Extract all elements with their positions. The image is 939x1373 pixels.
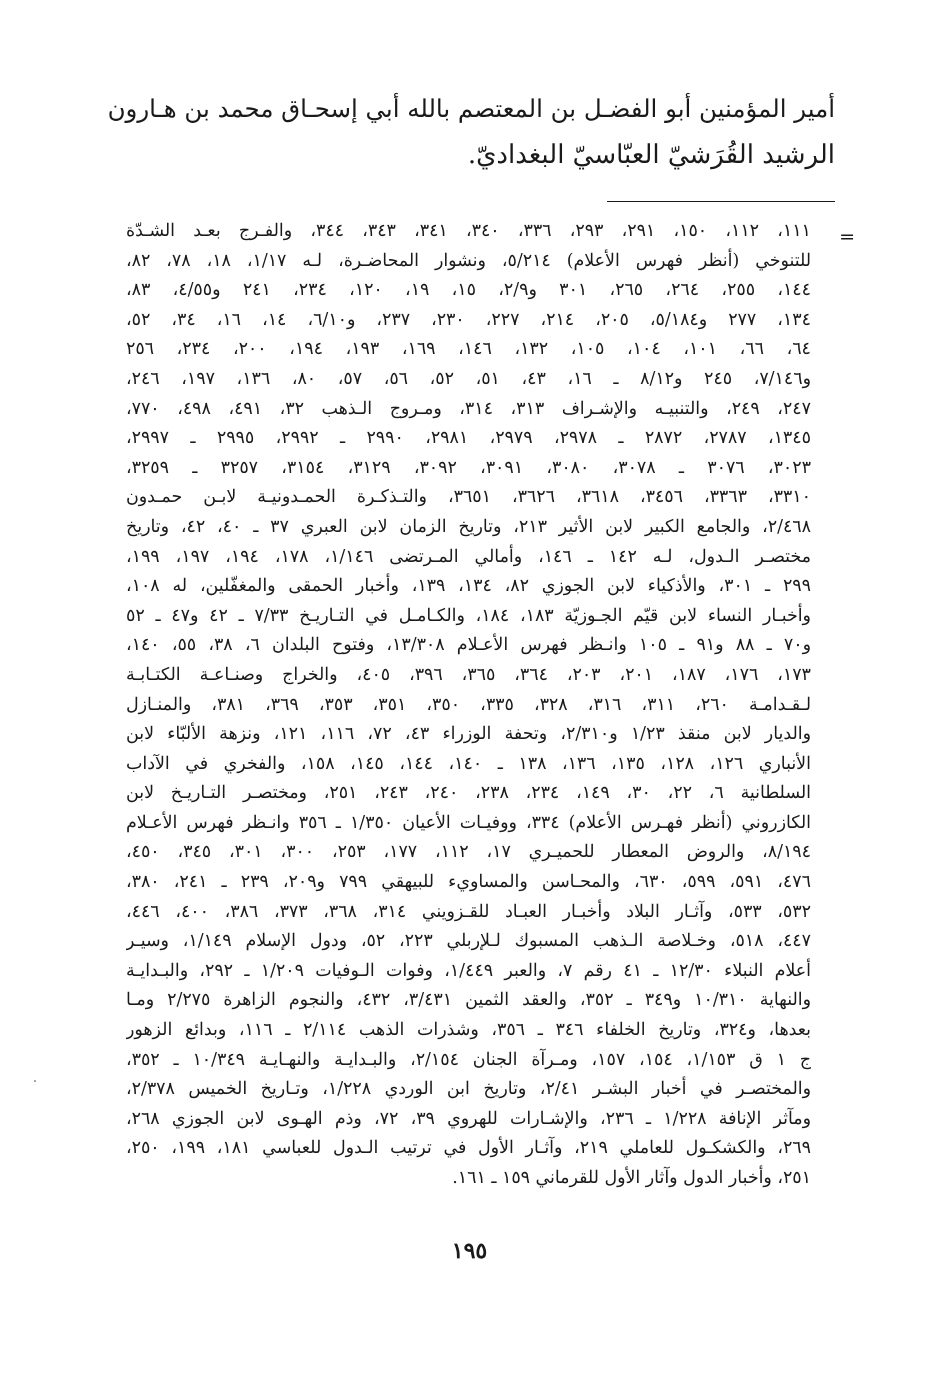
footnote-line: ١٤٤، ٢٥٥، ٢٦٤، ٢٦٥، ٣٠١ و٢/٩، ١٥، ١٩، ١٢٠، ٢٣٤، ٢٤١ و٤/٥٥، ٨٣،	[126, 280, 811, 301]
footnote-line: وأخبـار النساء لابن قيّم الجـوزيّة ١٨٣، ١٨٤، والكـامـل في التـاريـخ ٧/٣٣ ـ ٤٢ و٤٧ ـ ٥٢	[126, 605, 811, 626]
footnote-line: ٨/١٩٤، والروض المعطار للحميـري ١٧، ١١٢، ١٧٧، ٢٥٣، ٣٠٠، ٣٠١، ٣٤٥، ٤٥٠،	[126, 842, 811, 863]
scan-speck	[34, 1080, 36, 1082]
footnote-line: ٦٤، ٦٦، ١٠١، ١٠٤، ١٠٥، ١٣٢، ١٤٦، ١٦٩، ١٩٣، ١٩٤، ٢٠٠، ٢٣٤، ٢٥٦	[126, 339, 811, 360]
footnote-line: والنهاية ١٠/٣١٠ و٣٤٩ ـ ٣٥٢، والعقد الثمين ٣/٤٣١، ٤٣٢، والنجوم الزاهرة ٢/٢٧٥ ومـا	[126, 990, 811, 1011]
footnote-line: ١١١، ١١٢، ١٥٠، ٢٩١، ٢٩٣، ٣٣٦، ٣٤٠، ٣٤١، ٣٤٣، ٣٤٤، والفـرج بعـد الشـدّة	[126, 221, 811, 241]
footnote-line: ٣٠٢٣، ٣٠٧٦ ـ ٣٠٧٨، ٣٠٨٠، ٣٠٩١، ٣٠٩٢، ٣١٢٩، ٣١٥٤، ٣٢٥٧ ـ ٣٢٥٩،	[126, 457, 811, 478]
footnote-line: ومآثر الإنافة ١/٢٢٨ ـ ٢٣٦، والإشـارات للهروي ٣٩، ٧٢، وذم الهـوى لابن الجوزي ٢٦٨،	[126, 1108, 811, 1129]
main-text-block	[100, 86, 835, 178]
footnote-line: ٣٣١٠، ٣٣٦٣، ٣٤٥٦، ٣٦١٨، ٣٦٢٦، ٣٦٥١، والتـذكـرة الحمـدونيـة لابـن حمـدون	[126, 487, 811, 508]
footnote-line: ١٣٤٥، ٢٧٨٧، ٢٨٧٢ ـ ٢٩٧٨، ٢٩٧٩، ٢٩٨١، ٢٩٩٠ ـ ٢٩٩٢، ٢٩٩٥ ـ ٢٩٩٧،	[126, 428, 811, 449]
footnote-line: مختصـر الـدول، لـه ١٤٢ ـ ١٤٦، وأمالي المـرتضى ١/١٤٦، ١٧٨، ١٩٤، ١٩٧، ١٩٩،	[126, 546, 811, 567]
footnote-line: لـقـدامـة ٢٦٠، ٣١١، ٣١٦، ٣٢٨، ٣٣٥، ٣٥٠، ٣٥١، ٣٥٣، ٣٦٩، ٣٨١، والمنـازل	[126, 694, 811, 715]
main-text-line-2: الرشيد القُرَشيّ العبّاسيّ البغداديّ.	[467, 140, 835, 170]
page-number: ١٩٥	[451, 1238, 488, 1264]
footnote-line: الأنباري ١٢٦، ١٢٨، ١٣٥، ١٣٦، ١٣٨ ـ ١٤٠، ١٤٤، ١٤٥، ١٥٨، والفخري في الآداب	[126, 753, 811, 774]
footnote-continuation-mark: =	[839, 226, 855, 248]
footnote-line: ج ١ ق ١/١٥٣، ١٥٤، ١٥٧، ومـرآة الجنان ٢/١٥٤، والبـدايـة والنهـايـة ١٠/٣٤٩ ـ ٣٥٢،	[126, 1049, 811, 1070]
footnote-line: بعدها، و٣٢٤، وتاريخ الخلفاء ٣٤٦ ـ ٣٥٦، وشذرات الذهب ٢/١١٤ ـ ١١٦، وبدائع الزهور	[126, 1020, 811, 1041]
footnote-line: ٢٩٩ ـ ٣٠١، والأذكياء لابن الجوزي ٨٢، ١٣٤، ١٣٩، وأخبار الحمقى والمغفّلين، له ١٠٨،	[126, 576, 811, 597]
footnote-line: السلطانية ٦، ٢٢، ٣٠، ١٤٩، ٢٣٤، ٢٣٨، ٢٤٠، ٢٤٣، ٢٥١، ومختصـر التـاريـخ لابن	[126, 783, 811, 804]
footnote-line: و٧/١٤٦، ٢٤٥ و٨/١٢ ـ ١٦، ٤٣، ٥١، ٥٢، ٥٦، ٥٧، ٨٠، ١٣٦، ١٩٧، ٢٤٦،	[126, 368, 811, 389]
footnote-line: للتنوخي (أنظر فهرس الأعلام) ٥/٢١٤، ونشوار المحاضـرة، لـه ١/١٧، ١٨، ٧٨، ٨٢،	[126, 250, 811, 271]
footnote-separator	[607, 201, 835, 202]
footnote-line: ٢/٤٦٨، والجامع الكبير لابن الأثير ٢١٣، وتاريخ الزمان لابن العبري ٣٧ ـ ٤٠، ٤٢، وتاريخ	[126, 516, 811, 537]
footnote-line: ٤٧٦، ٥٩١، ٥٩٩، ٦٣٠، والمحـاسن والمساويء للبيهقي ٧٩٩ و٢٠٩، ٢٣٩ ـ ٢٤١، ٣٨٠،	[126, 872, 811, 893]
footnote-line: ٢٤٧، ٢٤٩، والتنبيـه والإشـراف ٣١٣، ٣١٤، ومـروج الـذهب ٣٢، ٤٩١، ٤٩٨، ٧٧٠،	[126, 398, 811, 419]
footnote-line: ٥٣٢، ٥٣٣، وآثـار البلاد وأخبـار العبـاد للقـزويني ٣١٤، ٣٦٨، ٣٧٣، ٣٨٦، ٤٠٠، ٤٤٦،	[126, 901, 811, 922]
footnote-block	[126, 217, 811, 1194]
footnote-line: ٢٦٩، والكشكـول للعاملي ٢١٩، وآثـار الأول في ترتيب الـدول للعباسي ١٨١، ١٩٩، ٢٥٠،	[126, 1138, 811, 1159]
footnote-line: أعلام النبلاء ١٢/٣٠ ـ ٤١ رقم ٧، والعبر ١/٤٤٩، وفوات الـوفيات ١/٢٠٩ ـ ٢٩٢، والبـدايـة	[126, 960, 811, 981]
footnote-line: ١٧٣، ١٧٦، ١٨٧، ٢٠١، ٢٠٣، ٣٦٤، ٣٦٥، ٣٩٦، ٤٠٥، والخراج وصنـاعـة الكتـابـة	[126, 664, 811, 685]
footnote-line: الكازروني (أنظر فهـرس الأعلام) ٣٣٤، ووفيـات الأعيان ١/٣٥٠ ـ ٣٥٦ وانـظر فهرس الأعـلام	[126, 812, 811, 833]
footnote-line: ١٣٤، ٢٧٧ و٥/١٨٤، ٢٠٥، ٢١٤، ٢٢٧، ٢٣٠، ٢٣٧، و٦/١٠، ١٤، ١٦، ٣٤، ٥٢،	[126, 309, 811, 330]
main-text-line-1: أمير المؤمنين أبو الفضـل بن المعتصم بالله أبي إسحـاق محمد بن هـارون	[107, 94, 835, 123]
footnote-line: و٧٠ ـ ٨٨ و٩١ ـ ١٠٥ وانـظر فهرس الأعـلام ١٣/٣٠٨، وفتوح البلدان ٦، ٣٨، ٥٥، ١٤٠،	[126, 635, 811, 656]
footnote-line: ٤٤٧، ٥١٨، وخـلاصة الـذهب المسبوك لـلإربلي ٢٢٣، ٥٢، ودول الإسلام ١/١٤٩، وسيـر	[126, 931, 811, 952]
footnote-line: ٢٥١، وأخبار الدول وآثار الأول للقرماني ١٥٩ ـ ١٦١.	[452, 1168, 811, 1188]
footnote-line: والمختصـر في أخبار البشـر ٢/٤١، وتاريخ ابن الوردي ١/٢٢٨، وتـاريخ الخميس ٢/٣٧٨،	[126, 1079, 811, 1100]
footnote-line: والديار لابن منقذ ١/٢٣ و٢/٣١٠، وتحفة الوزراء ٤٣، ٧٢، ١١٦، ١٢١، ونزهة الألبّاء لابن	[126, 724, 811, 745]
